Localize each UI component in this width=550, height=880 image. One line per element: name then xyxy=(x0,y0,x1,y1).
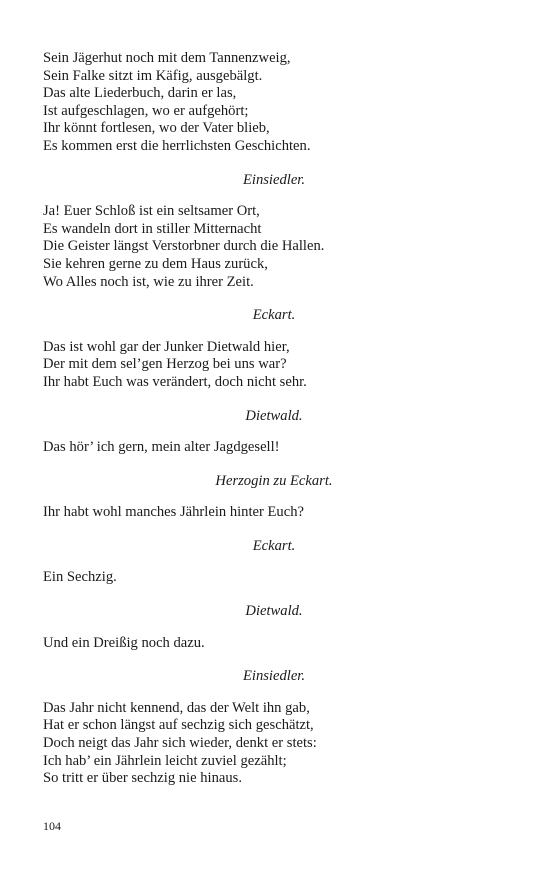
verse-line: Das alte Liederbuch, darin er las, xyxy=(43,85,237,102)
verse-line: Ich hab’ ein Jährlein leicht zuviel gezählt; xyxy=(43,752,287,769)
verse-line: Ihr habt wohl manches Jährlein hinter Euch? xyxy=(43,504,304,521)
verse-line: Ein Sechzig. xyxy=(43,569,117,586)
stanza-4 xyxy=(43,504,483,522)
verse-line: Ist aufgeschlagen, wo er aufgehört; xyxy=(43,102,249,119)
stanza-2 xyxy=(43,339,483,392)
stanza-3 xyxy=(43,439,483,457)
verse-line: Sie kehren gerne zu dem Haus zurück, xyxy=(43,255,268,272)
speaker-label: Herzogin zu Eckart. xyxy=(215,472,333,489)
speaker-label: Einsiedler. xyxy=(242,171,305,188)
stanza-1 xyxy=(43,203,483,291)
verse-line: Doch neigt das Jahr sich wieder, denkt er stets: xyxy=(43,735,317,752)
verse-line: Hat er schon längst auf sechzig sich geschätzt, xyxy=(43,717,314,734)
verse-line: Ja! Euer Schloß ist ein seltsamer Ort, xyxy=(43,203,260,220)
speaker-label: Eckart. xyxy=(252,537,296,554)
verse-line: Es kommen erst die herrlichsten Geschichten. xyxy=(43,137,311,154)
verse-line: Das ist wohl gar der Junker Dietwald hier, xyxy=(43,338,290,355)
page-number: 104 xyxy=(43,819,61,833)
verse-line: Es wandeln dort in stiller Mitternacht xyxy=(43,220,262,237)
verse-line: So tritt er über sechzig nie hinaus. xyxy=(43,770,242,787)
speaker-label: Einsiedler. xyxy=(242,668,305,685)
verse-line: Die Geister längst Verstorbner durch die Hallen. xyxy=(43,238,325,255)
verse-line: Sein Jägerhut noch mit dem Tannenzweig, xyxy=(43,50,291,66)
speaker-label: Eckart. xyxy=(252,307,296,324)
speaker-label: Dietwald. xyxy=(245,603,303,620)
stanza-5 xyxy=(43,569,483,587)
verse-line: Ihr habt Euch was verändert, doch nicht sehr. xyxy=(43,373,307,390)
speaker-label: Dietwald. xyxy=(245,407,303,424)
verse-line: Und ein Dreißig noch dazu. xyxy=(43,634,205,651)
verse-line: Das hör’ ich gern, mein alter Jagdgesell! xyxy=(43,439,280,456)
stanza-6 xyxy=(43,635,483,653)
page-text xyxy=(43,50,483,788)
verse-line: Der mit dem sel’gen Herzog bei uns war? xyxy=(43,356,287,373)
stanza-0 xyxy=(43,50,483,156)
verse-line: Sein Falke sitzt im Käfig, ausgebälgt. xyxy=(43,67,263,84)
verse-line: Ihr könnt fortlesen, wo der Vater blieb, xyxy=(43,120,270,137)
verse-line: Wo Alles noch ist, wie zu ihrer Zeit. xyxy=(43,273,254,290)
verse-line: Das Jahr nicht kennend, das der Welt ihn gab, xyxy=(43,699,310,716)
stanza-7 xyxy=(43,700,483,788)
